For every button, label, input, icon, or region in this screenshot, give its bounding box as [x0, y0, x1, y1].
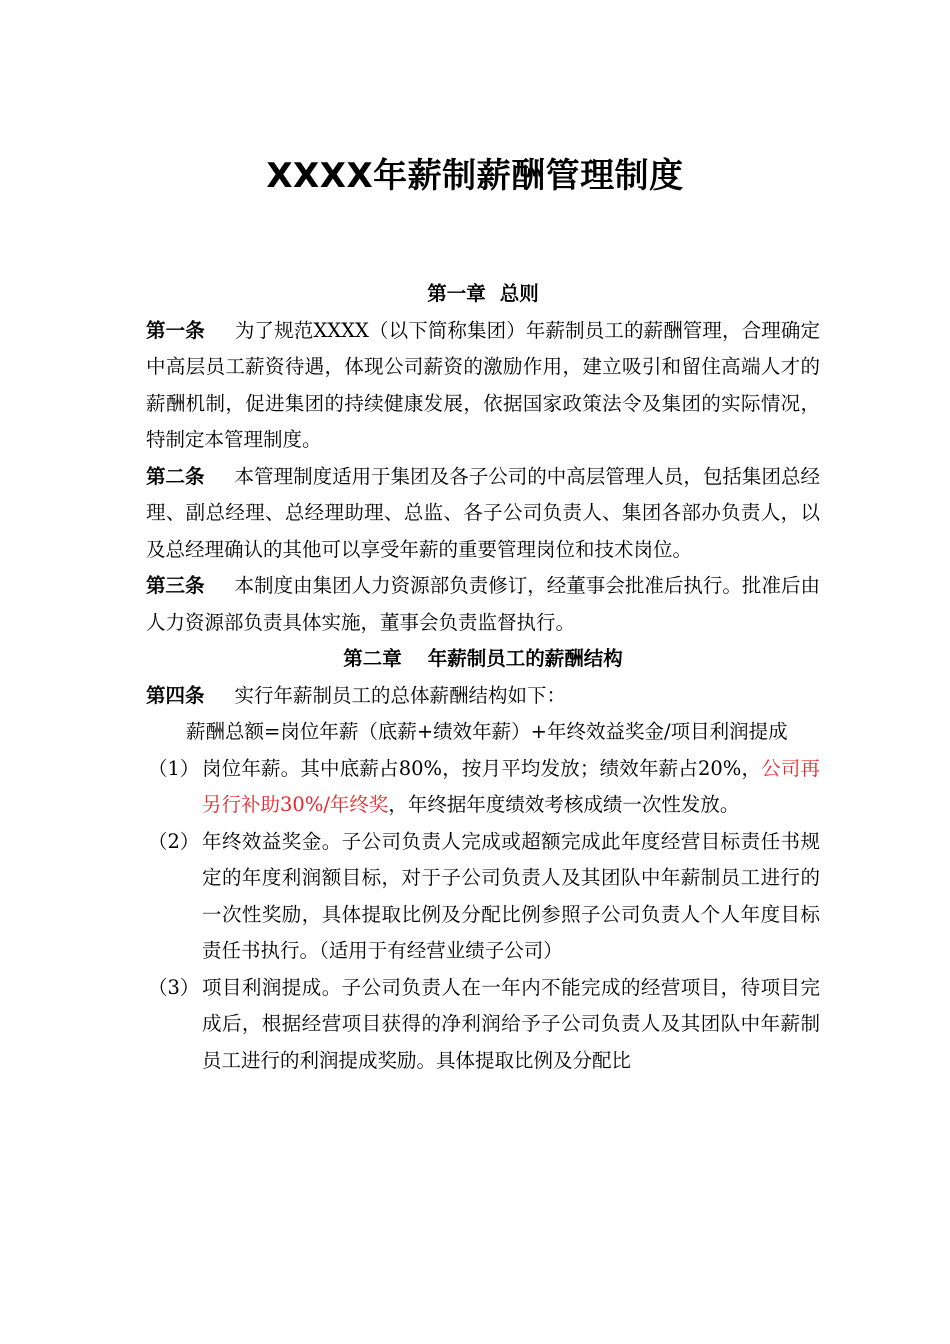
list-item-text: 年终效益奖金。子公司负责人完成或超额完成此年度经营目标责任书规定的年度利润额目标，对于子公司负责人及其团队中年薪制员工进行的一次性奖励，具体提取比例及分配比例参照子公司负责人个人年度目标责任书执行。（适用于有经营业绩子公司） [202, 829, 820, 962]
list-item-text-start: 岗位年薪。其中底薪占80%，按月平均发放；绩效年薪占20%， [202, 756, 762, 780]
article-4 [146, 678, 820, 715]
list-item-1 [146, 751, 820, 824]
list-item-number: （2） [148, 829, 200, 853]
list-item-text-end: ，年终据年度绩效考核成绩一次性发放。 [388, 793, 740, 816]
list-item-number: （3） [148, 975, 200, 999]
chapter-heading-1 [146, 276, 820, 313]
list-item-3 [146, 970, 820, 1080]
article-text: 本制度由集团人力资源部负责修订，经董事会批准后执行。批准后由人力资源部负责具体实施，董事会负责监督执行。 [146, 574, 820, 634]
highlighted-text: 公司再另行补助30%/年终奖 [202, 756, 820, 816]
article-1 [146, 313, 820, 459]
article-number: 第一条 [146, 318, 205, 342]
list-item-number: （1） [148, 756, 200, 780]
chapter-label: 第一章 [427, 282, 486, 305]
chapter-name: 年薪制员工的薪酬结构 [427, 647, 623, 670]
list-item-text: 项目利润提成。子公司负责人在一年内不能完成的经营项目，待项目完成后，根据经营项目获得的净利润给予子公司负责人及其团队中年薪制员工进行的利润提成奖励。具体提取比例及分配比 [202, 975, 820, 1072]
article-text: 实行年薪制员工的总体薪酬结构如下： [234, 683, 567, 707]
list-item-2 [146, 824, 820, 970]
document-title: XXXX年薪制薪酬管理制度 [266, 156, 684, 196]
article-text: 本管理制度适用于集团及各子公司的中高层管理人员，包括集团总经理、副总经理、总经理助理、总监、各子公司负责人、集团各部办负责人，以及总经理确认的其他可以享受年薪的重要管理岗位和技术岗位。 [146, 464, 820, 561]
article-number: 第四条 [146, 683, 205, 707]
document-body [146, 276, 820, 1079]
article-3 [146, 568, 820, 641]
article-number: 第二条 [146, 464, 205, 488]
article-2 [146, 459, 820, 569]
list-item-text [202, 751, 820, 824]
chapter-label: 第二章 [343, 647, 402, 670]
article-number: 第三条 [146, 574, 205, 597]
salary-formula: 薪酬总额=岗位年薪（底薪+绩效年薪）+年终效益奖金/项目利润提成 [186, 720, 788, 743]
chapter-heading-2 [146, 641, 820, 678]
chapter-name: 总则 [499, 282, 539, 305]
article-text: 为了规范XXXX（以下简称集团）年薪制员工的薪酬管理，合理确定中高层员工薪资待遇，体现公司薪资的激励作用，建立吸引和留住高端人才的薪酬机制，促进集团的持续健康发展，依据国家政策法令及集团的实际情况，特制定本管理制度。 [146, 318, 820, 451]
